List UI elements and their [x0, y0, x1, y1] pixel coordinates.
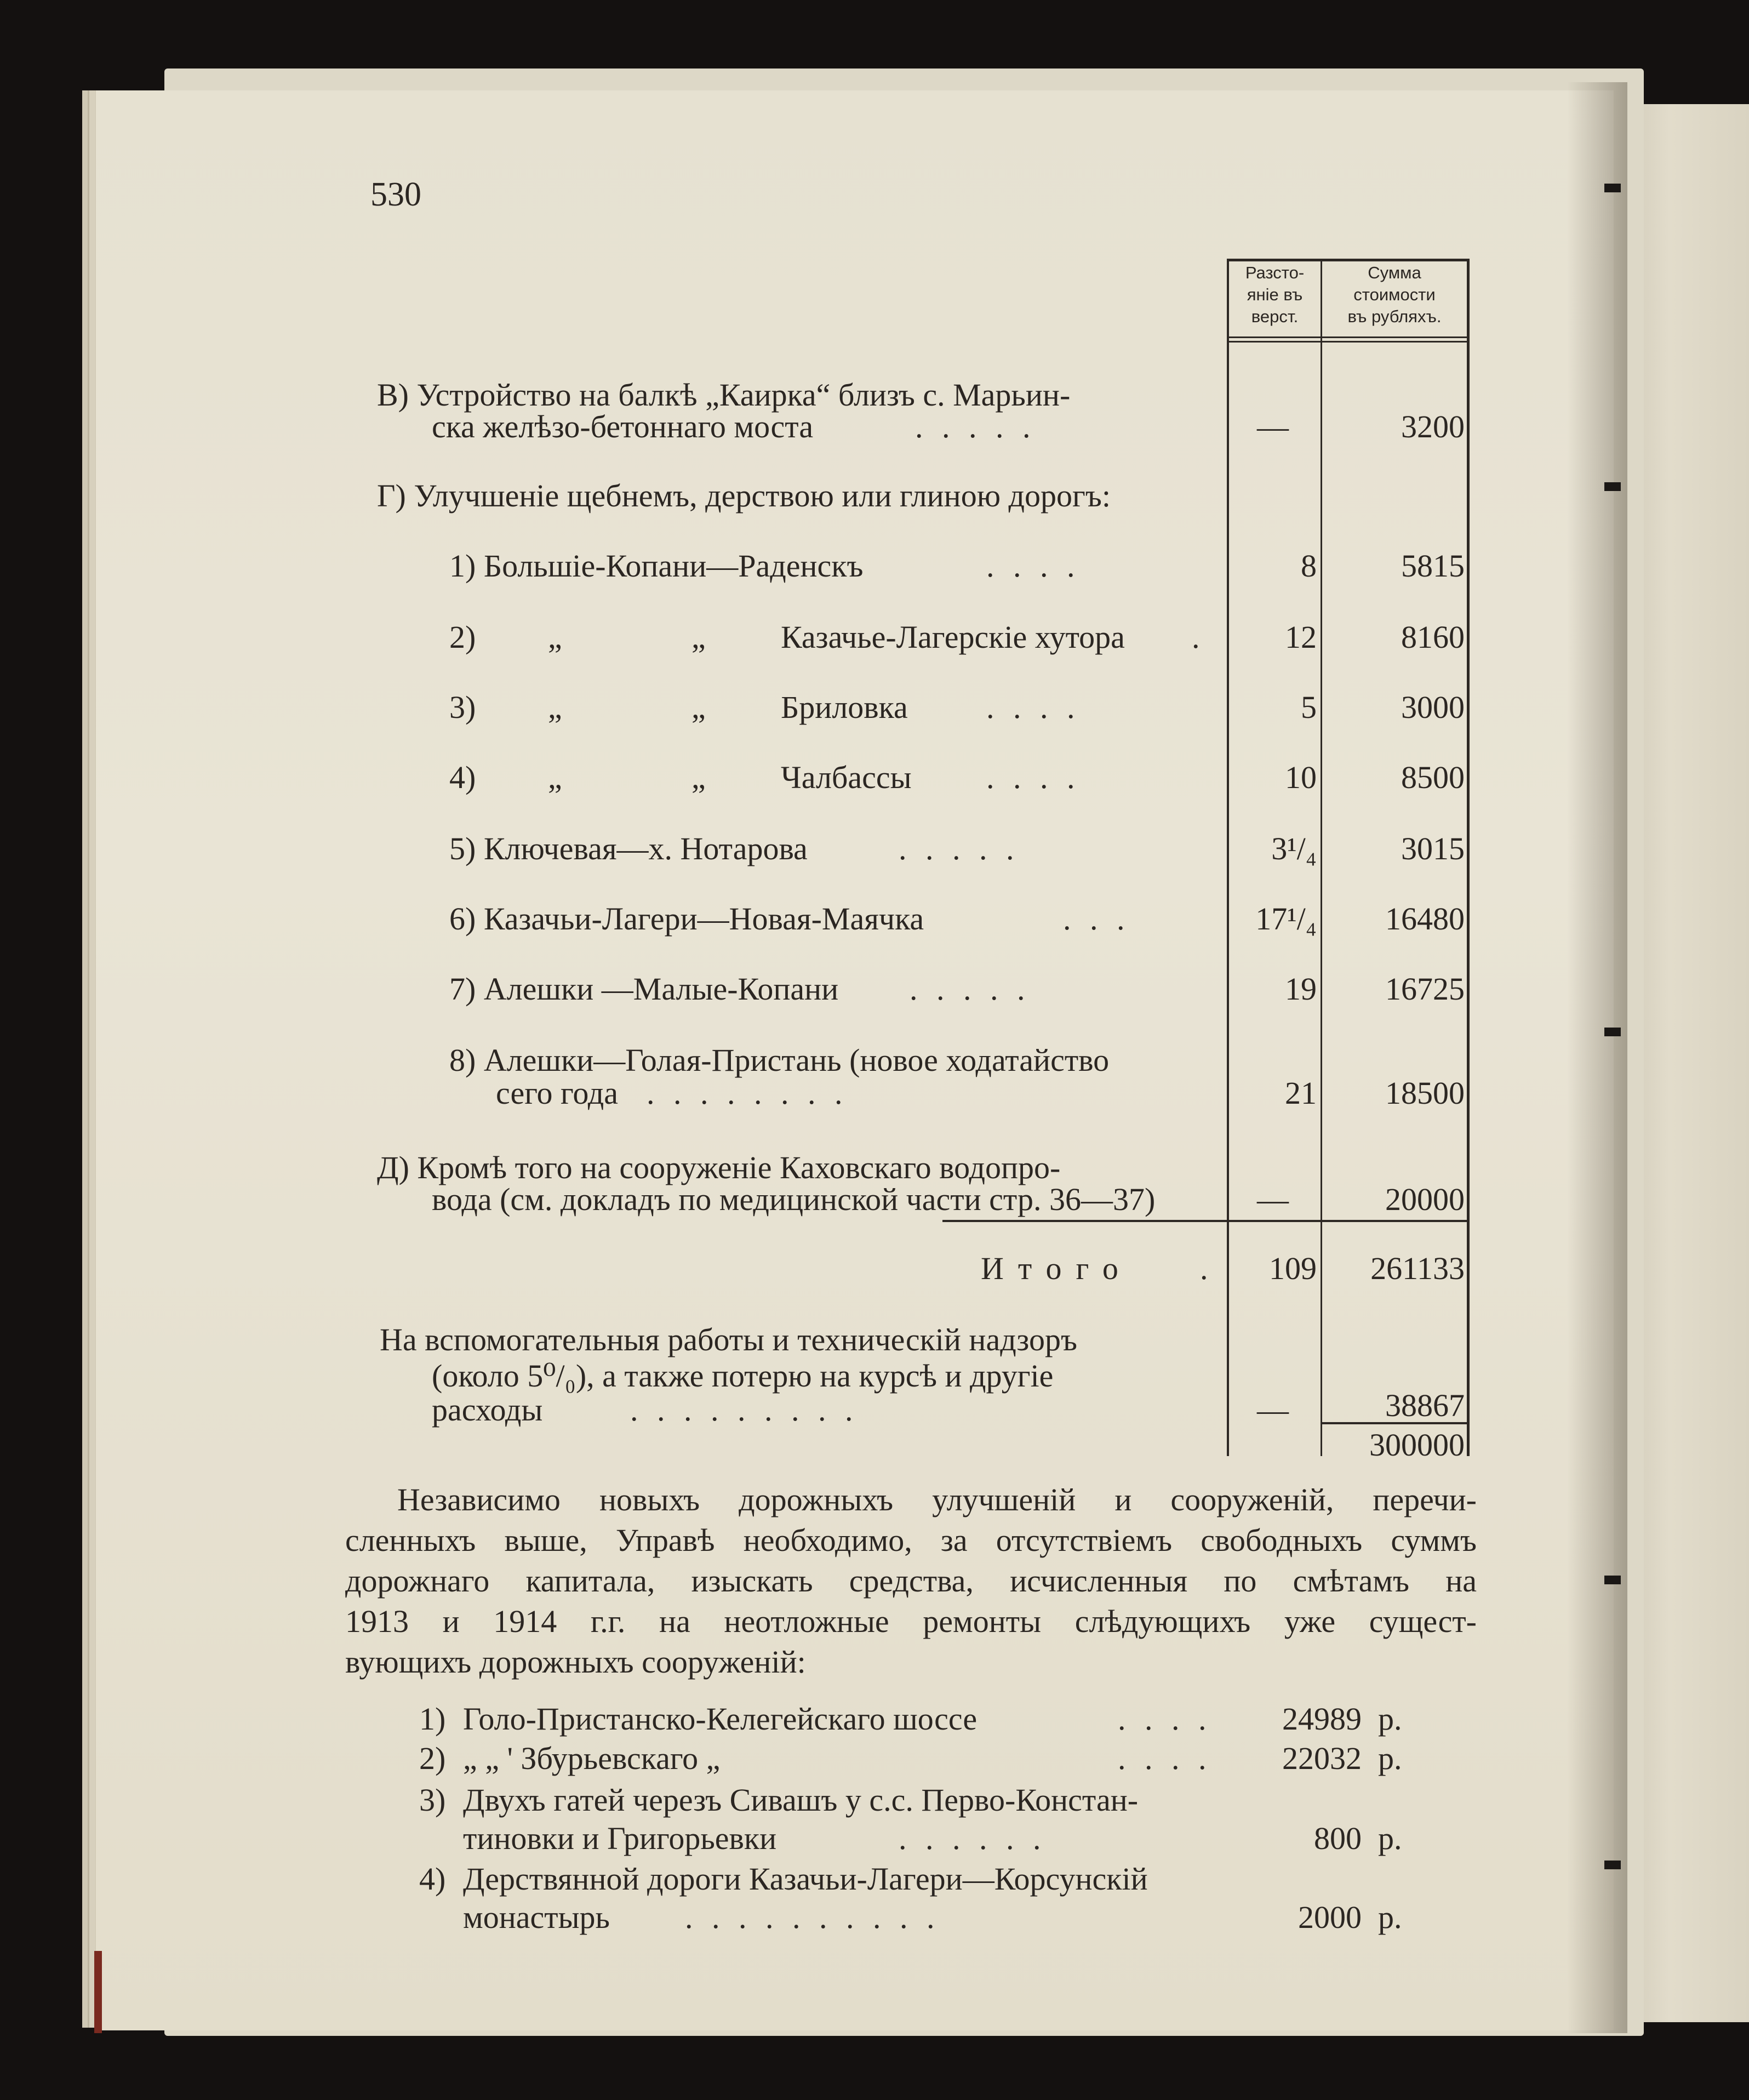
binding-marker [1604, 184, 1621, 192]
repair-unit: р. [1378, 1701, 1402, 1737]
page-number: 530 [370, 176, 421, 213]
cost-value: 3000 [1401, 689, 1465, 725]
distance-value: 12 [1285, 619, 1317, 655]
leader-dots: . [1192, 619, 1200, 655]
leader-dots: . . . . [986, 548, 1081, 584]
row-item-line1: 8) Алешки—Голая-Пристань (новое ходатайство [449, 1042, 1110, 1078]
cost-value: 18500 [1385, 1075, 1465, 1111]
binding-marker [1604, 1028, 1621, 1036]
leader-dots: . . . . . . . . . . [685, 1899, 940, 1935]
distance-value: 19 [1285, 971, 1317, 1007]
repair-label: „ „ ' Збурьевскаго „ [463, 1741, 721, 1776]
distance-value: 8 [1301, 548, 1317, 584]
cost-value: 20000 [1385, 1182, 1465, 1217]
row-v-line1: В) Устройство на балкѣ „Каирка“ близъ с. Марьин- [377, 377, 1071, 413]
cost-value: 8160 [1401, 619, 1465, 655]
total-label: Итого [981, 1251, 1133, 1286]
distance-value: 3¹/₄ [1271, 831, 1317, 866]
row-item-number: 4) [449, 760, 476, 795]
row-item-label: Казачье-Лагерскіе хутора [781, 619, 1125, 655]
aux-cost: 38867 [1385, 1388, 1465, 1423]
leader-dots: . . . . . [899, 831, 1020, 866]
leader-dots: . . . . . . [899, 1821, 1047, 1856]
header-rule [1229, 336, 1321, 338]
repair-label: тиновки и Григорьевки [463, 1821, 777, 1856]
distance-value: 17¹/₄ [1255, 901, 1317, 937]
repair-label: Дерствянной дороги Казачьи-Лагери—Корсунскій [463, 1861, 1148, 1897]
row-item-label: 6) Казачьи-Лагери—Новая-Маячка [449, 901, 924, 937]
row-g-heading: Г) Улучшеніе щебнемъ, дерствою или глиною дорогъ: [377, 478, 1111, 513]
row-item-label: 7) Алешки —Малые-Копани [449, 971, 839, 1007]
header-cost: Сумма стоимости въ рубляхъ. [1347, 263, 1442, 326]
binding-marker [1604, 482, 1621, 491]
paragraph-line: вующихъ дорожныхъ сооруженій: [345, 1644, 806, 1680]
leader-dots: . . . . . . . . [647, 1075, 848, 1111]
paragraph-line: дорожнаго капитала, изыскать средства, исчисленныя по смѣтамъ на [345, 1563, 1477, 1599]
repair-amount: 24989 [1282, 1701, 1362, 1737]
subtotal-rule [942, 1220, 1468, 1222]
aux-line1: На вспомогательныя работы и техническій надзоръ [380, 1322, 1077, 1357]
leader-dots: . . . . [986, 760, 1081, 795]
spine-shadow [1567, 82, 1627, 2033]
repair-amount: 2000 [1298, 1899, 1362, 1935]
body-paragraph [345, 1480, 1477, 1682]
header-distance: Разсто- яніе въ верст. [1245, 263, 1305, 326]
row-item-label: 5) Ключевая—х. Нотарова [449, 831, 808, 866]
table-right-rule [1467, 259, 1470, 1456]
leader-dots: . . . . [986, 689, 1081, 725]
leader-dots: . . . . . [910, 971, 1031, 1007]
ditto-mark: „ [691, 689, 706, 725]
header-rule [1322, 336, 1467, 338]
header-rule [1229, 341, 1321, 343]
leader-dots: . . . . [1118, 1701, 1212, 1737]
distance-value: 5 [1301, 689, 1317, 725]
table-top-rule [1227, 259, 1468, 261]
cost-value: 16480 [1385, 901, 1465, 937]
paragraph-line: сленныхъ выше, Управѣ необходимо, за отсутствіемъ свободныхъ суммъ [345, 1522, 1477, 1558]
aux-distance: — [1257, 1392, 1289, 1428]
row-d-line1: Д) Кромѣ того на сооруженіе Каховскаго водопро- [377, 1150, 1061, 1185]
repair-unit: р. [1378, 1741, 1402, 1776]
repair-amount: 800 [1314, 1821, 1362, 1856]
repair-label: Двухъ гатей черезъ Сивашъ у с.с. Перво-Констан- [463, 1782, 1139, 1818]
ditto-mark: „ [691, 760, 706, 795]
row-item-label: 1) Большіе-Копани—Раденскъ [449, 548, 864, 584]
ditto-mark: „ [548, 760, 562, 795]
ditto-mark: „ [691, 619, 706, 655]
binding-marker [1604, 1576, 1621, 1584]
cost-value: 16725 [1385, 971, 1465, 1007]
total-cost: 261133 [1370, 1251, 1465, 1286]
repair-number: 2) [419, 1741, 446, 1776]
row-item-label: Чалбассы [781, 760, 912, 795]
ditto-mark: „ [548, 689, 562, 725]
cost-value: 3015 [1401, 831, 1465, 866]
repair-number: 4) [419, 1861, 446, 1897]
cost-value: 5815 [1401, 548, 1465, 584]
grand-total: 300000 [1369, 1427, 1465, 1463]
cost-value: 8500 [1401, 760, 1465, 795]
distance-value: — [1257, 409, 1289, 444]
leader-dots: . . . . . [915, 409, 1036, 444]
leader-dots: . . . . [1118, 1741, 1212, 1776]
header-rule [1322, 341, 1467, 343]
repair-amount: 22032 [1282, 1741, 1362, 1776]
repair-label: монастырь [463, 1899, 610, 1935]
repair-label: Голо-Пристанско-Келегейскаго шоссе [463, 1701, 978, 1737]
distance-value: — [1257, 1182, 1289, 1217]
leader-dots: . . . [1063, 901, 1130, 937]
aux-line3: расходы [432, 1392, 543, 1428]
binding-marker [1604, 1861, 1621, 1869]
row-item-line2: сего года [496, 1075, 618, 1111]
row-item-number: 2) [449, 619, 476, 655]
leader-dots: . [1200, 1251, 1208, 1286]
repair-unit: р. [1378, 1899, 1402, 1935]
paragraph-line: 1913 и 1914 г.г. на неотложные ремонты слѣдующихъ уже сущест- [345, 1603, 1477, 1639]
distance-value: 10 [1285, 760, 1317, 795]
row-item-label: Бриловка [781, 689, 908, 725]
aux-line2: (около 5⁰/₀), а также потерю на курсѣ и другіе [432, 1358, 1054, 1394]
distance-value: 21 [1285, 1075, 1317, 1111]
leader-dots: . . . . . . . . . [630, 1392, 859, 1428]
row-v-line2: ска желѣзо-бетоннаго моста [432, 409, 814, 444]
row-item-number: 3) [449, 689, 476, 725]
row-d-line2: вода (см. докладъ по медицинской части стр. 36—37) [432, 1182, 1156, 1217]
total-distance: 109 [1269, 1251, 1317, 1286]
bookmark-ribbon [94, 1951, 102, 2033]
repair-number: 1) [419, 1701, 446, 1737]
cost-value: 3200 [1401, 409, 1465, 444]
repair-number: 3) [419, 1782, 446, 1818]
ditto-mark: „ [548, 619, 562, 655]
repair-unit: р. [1378, 1821, 1402, 1856]
paragraph-line: Независимо новыхъ дорожныхъ улучшеній и сооруженій, перечи- [397, 1482, 1477, 1517]
